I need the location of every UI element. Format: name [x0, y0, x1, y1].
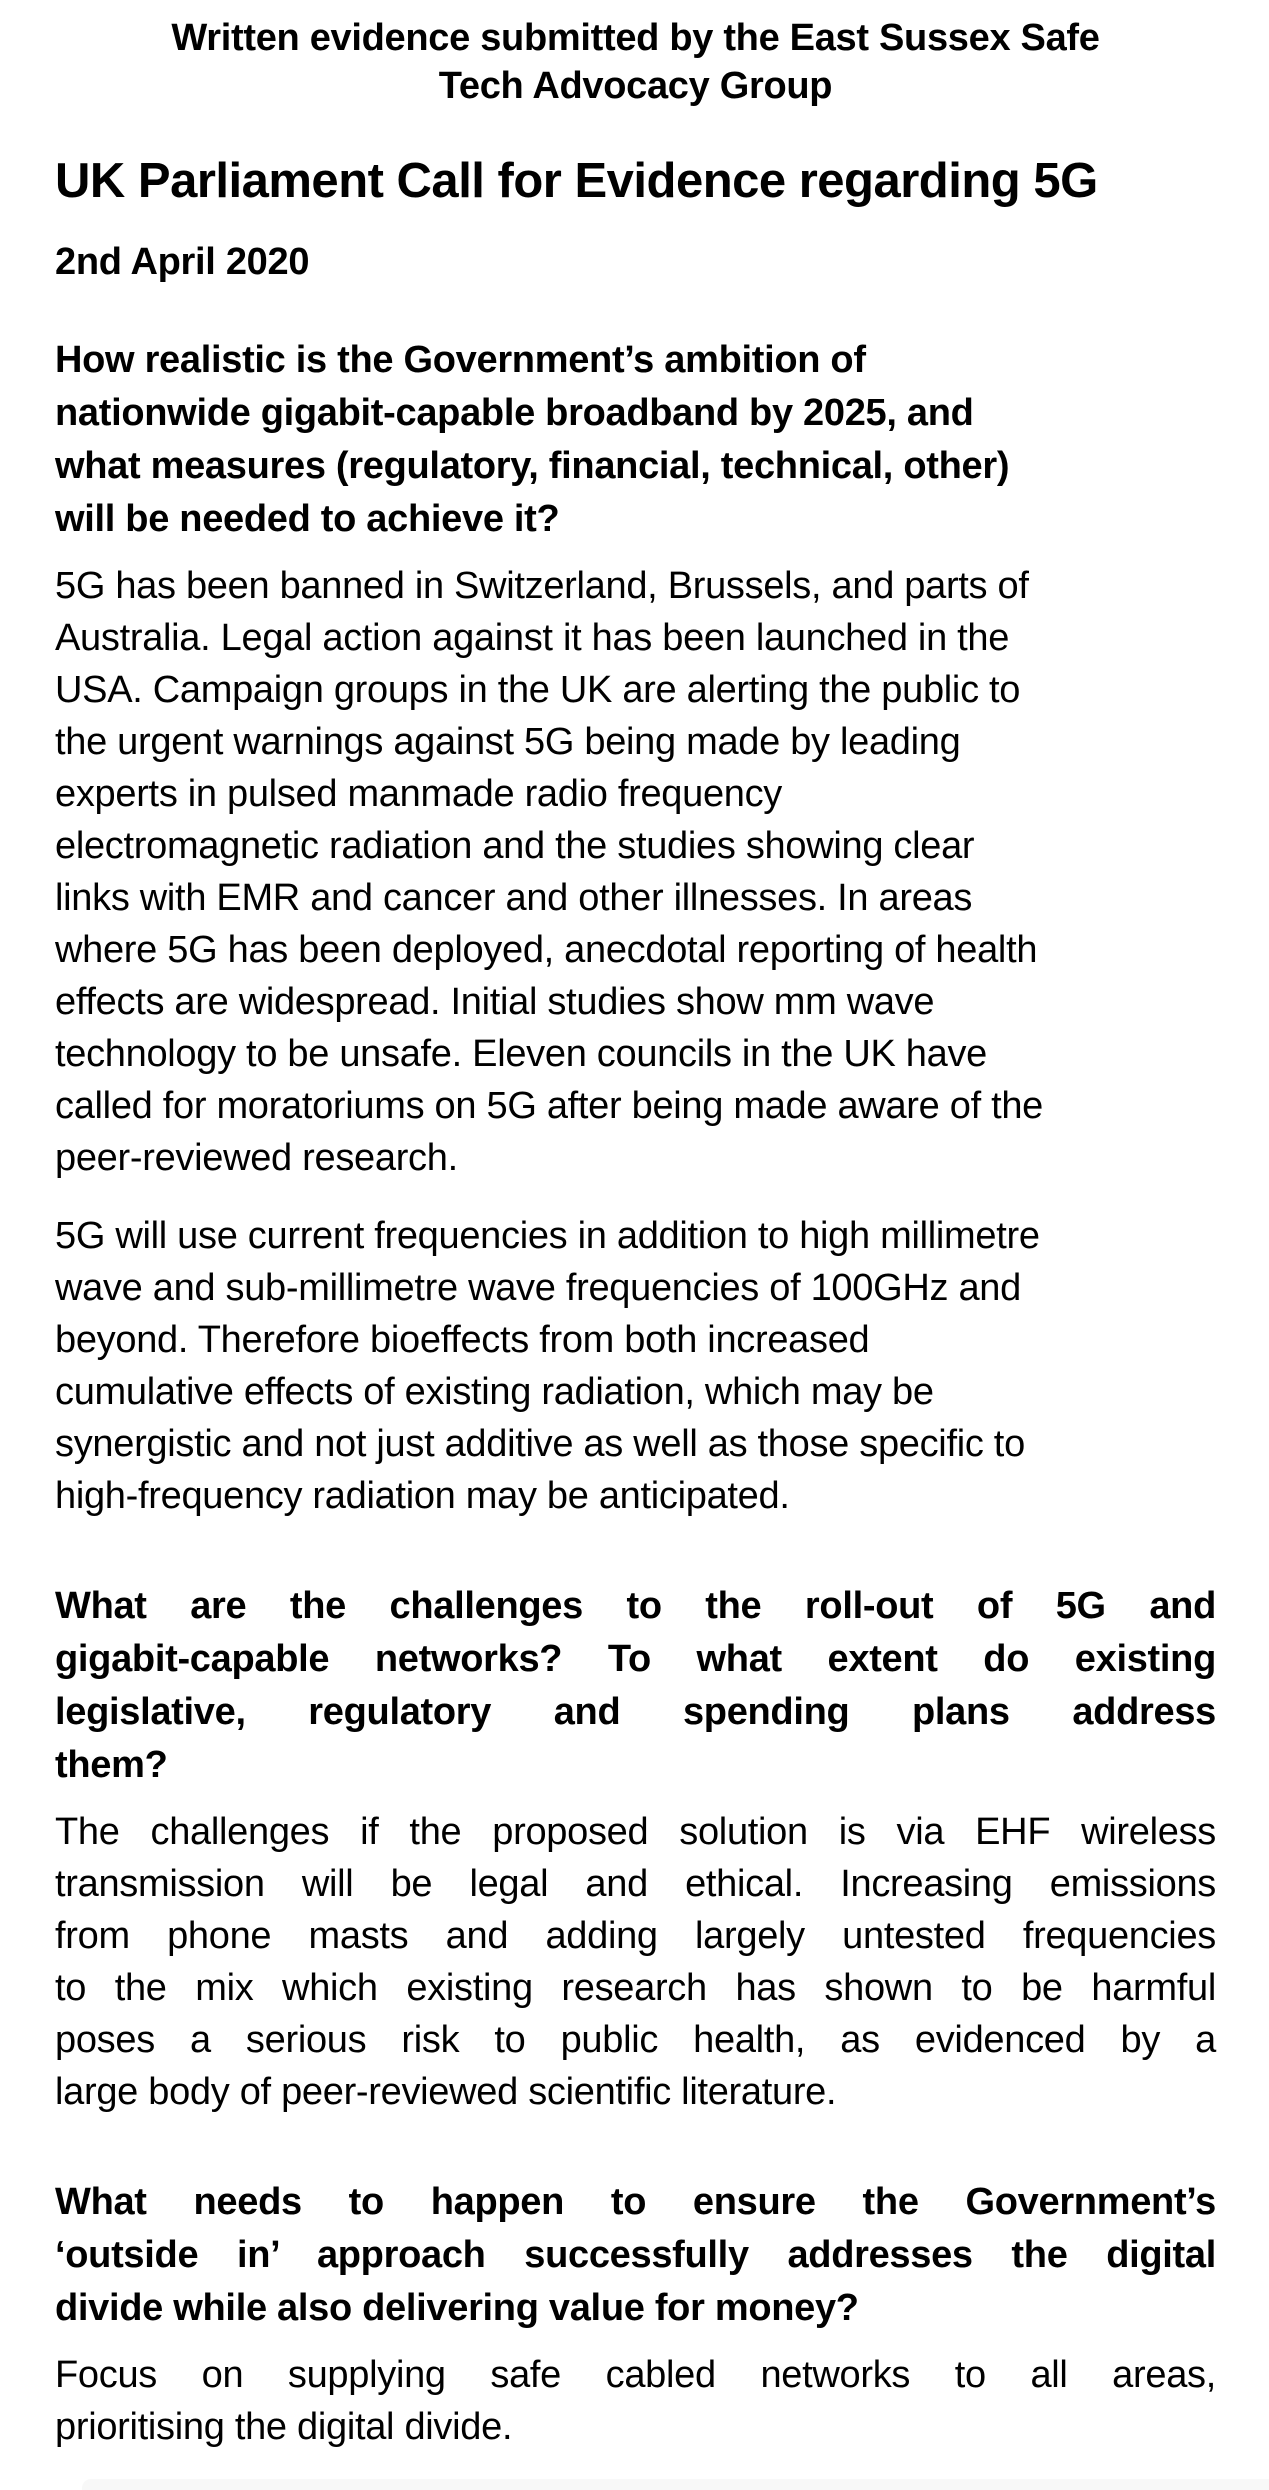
- text-line: electromagnetic radiation and the studies showing clear: [55, 825, 975, 867]
- text-line: ‘outside in’ approach successfully addresses the digital: [55, 2234, 1216, 2276]
- text-line: technology to be unsafe. Eleven councils in the UK have: [55, 1033, 987, 1075]
- text-line: to the mix which existing research has shown to be harmful: [55, 1967, 1216, 2009]
- text-line: What are the challenges to the roll-out of 5G and: [55, 1585, 1216, 1627]
- text-line: wave and sub-millimetre wave frequencies of 100GHz and: [55, 1267, 1021, 1309]
- question-heading: [55, 1580, 1216, 1792]
- text-line: will be needed to achieve it?: [55, 498, 560, 540]
- text-line: The challenges if the proposed solution is via EHF wireless: [55, 1811, 1216, 1853]
- body-paragraph: [55, 560, 1216, 1184]
- text-line: prioritising the digital divide.: [55, 2406, 513, 2448]
- submission-title-line: Tech Advocacy Group: [438, 65, 833, 107]
- text-line: effects are widespread. Initial studies show mm wave: [55, 981, 935, 1023]
- text-line: How realistic is the Government’s ambition of: [55, 339, 866, 381]
- question-heading: [55, 2176, 1216, 2335]
- submission-title-line: Written evidence submitted by the East Sussex Safe: [171, 17, 1100, 59]
- text-line: what measures (regulatory, financial, technical, other): [55, 445, 1010, 487]
- body-paragraph: [55, 1806, 1216, 2118]
- text-line: divide while also delivering value for money?: [55, 2287, 859, 2329]
- text-line: synergistic and not just additive as well as those specific to: [55, 1423, 1025, 1465]
- text-line: gigabit-capable networks? To what extent do existing: [55, 1638, 1216, 1680]
- text-line: What needs to happen to ensure the Government’s: [55, 2181, 1216, 2223]
- text-line: high-frequency radiation may be anticipated.: [55, 1475, 790, 1517]
- body-paragraph: [55, 2349, 1216, 2453]
- text-line: Focus on supplying safe cabled networks to all areas,: [55, 2354, 1216, 2396]
- main-heading: UK Parliament Call for Evidence regarding 5G: [55, 154, 1098, 208]
- question-heading: [55, 334, 1216, 546]
- text-line: nationwide gigabit-capable broadband by 2025, and: [55, 392, 974, 434]
- document-date: 2nd April 2020: [55, 241, 310, 283]
- text-line: called for moratoriums on 5G after being made aware of the: [55, 1085, 1044, 1127]
- text-line: USA. Campaign groups in the UK are alerting the public to: [55, 669, 1021, 711]
- body-paragraph: [55, 1210, 1216, 1522]
- text-line: links with EMR and cancer and other illnesses. In areas: [55, 877, 973, 919]
- text-line: 5G will use current frequencies in addition to high millimetre: [55, 1215, 1040, 1257]
- text-line: transmission will be legal and ethical. Increasing emissions: [55, 1863, 1216, 1905]
- text-line: them?: [55, 1744, 168, 1786]
- next-page-edge: [82, 2479, 1269, 2490]
- text-line: beyond. Therefore bioeffects from both increased: [55, 1319, 870, 1361]
- document-body: [55, 334, 1216, 2453]
- text-line: poses a serious risk to public health, as evidenced by a: [55, 2019, 1216, 2061]
- text-line: 5G has been banned in Switzerland, Brussels, and parts of: [55, 565, 1029, 607]
- text-line: Australia. Legal action against it has been launched in the: [55, 617, 1010, 659]
- submission-title: [55, 14, 1216, 110]
- text-line: the urgent warnings against 5G being made by leading: [55, 721, 961, 763]
- text-line: from phone masts and adding largely untested frequencies: [55, 1915, 1216, 1957]
- text-line: experts in pulsed manmade radio frequency: [55, 773, 783, 815]
- text-line: where 5G has been deployed, anecdotal reporting of health: [55, 929, 1038, 971]
- text-line: large body of peer-reviewed scientific literature.: [55, 2071, 837, 2113]
- text-line: legislative, regulatory and spending plans address: [55, 1691, 1216, 1733]
- text-line: cumulative effects of existing radiation, which may be: [55, 1371, 934, 1413]
- text-line: peer-reviewed research.: [55, 1137, 458, 1179]
